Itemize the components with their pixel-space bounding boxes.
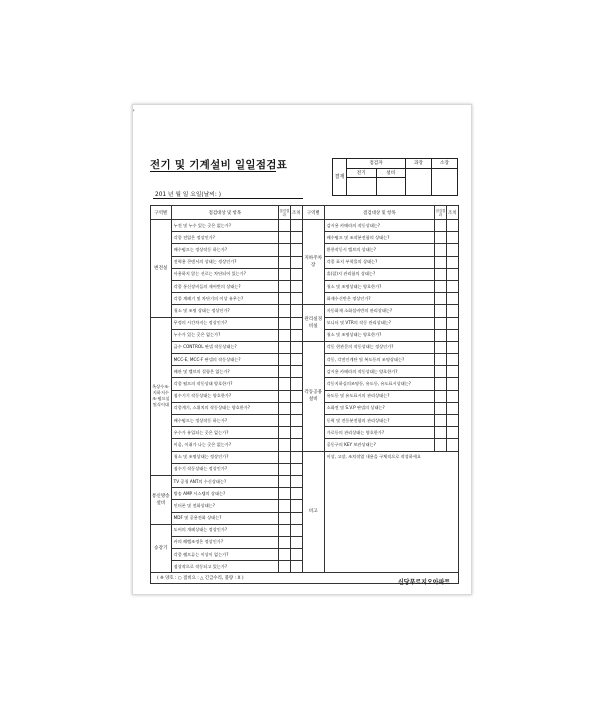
check-item: 각동, 각전인계단 및 복도등의 조명상태는?	[324, 354, 435, 366]
result-cell[interactable]	[279, 451, 290, 463]
action-cell[interactable]	[446, 305, 458, 317]
result-cell[interactable]	[435, 378, 446, 390]
check-item: 배수펌프는 정상작동 하는가?	[171, 244, 278, 256]
action-cell[interactable]	[290, 293, 302, 305]
check-item: MCC-E, MCC-F 판넬의 작동상태는?	[171, 354, 278, 366]
action-cell[interactable]	[290, 561, 302, 573]
action-cell[interactable]	[446, 268, 458, 280]
result-cell[interactable]	[435, 280, 446, 292]
category-elevator: 승강기	[151, 524, 172, 573]
result-cell[interactable]	[435, 317, 446, 329]
result-cell[interactable]	[279, 500, 290, 512]
action-cell[interactable]	[290, 427, 302, 439]
result-cell[interactable]	[435, 293, 446, 305]
category-mgmt: 관리실경비실	[302, 305, 324, 342]
action-cell[interactable]	[446, 402, 458, 414]
action-cell[interactable]	[290, 220, 302, 232]
check-item: 점수기 작동상태는 정상인가?	[171, 463, 278, 475]
check-item: 모니터 및 VTR의 작동 관리상태는?	[324, 317, 435, 329]
action-cell[interactable]	[290, 366, 302, 378]
action-cell[interactable]	[290, 378, 302, 390]
check-item: 소화전 및 S.V.P 판넬의 상태는?	[324, 402, 435, 414]
action-cell[interactable]	[446, 256, 458, 268]
result-cell[interactable]	[279, 427, 290, 439]
action-cell[interactable]	[290, 354, 302, 366]
check-item: 유도등 및 유도표시의 관리상태는?	[324, 390, 435, 402]
check-item: 도어의 개폐상태는 정상인가?	[171, 524, 278, 536]
check-item: 급수 CONTROL 판넬 작동상태는?	[171, 341, 278, 353]
approval-sign-cell[interactable]	[376, 178, 406, 196]
action-cell[interactable]	[446, 354, 458, 366]
result-cell[interactable]	[279, 475, 290, 487]
check-item: 각종 펌프의 작동상태 양호한가?	[171, 378, 278, 390]
check-item: 방송 AMP 시스템의 상태는?	[171, 488, 278, 500]
action-cell[interactable]	[446, 439, 458, 451]
check-item: 인터폰 및 전화상태는?	[171, 500, 278, 512]
corner-mark: '	[133, 109, 135, 116]
result-cell[interactable]	[279, 244, 290, 256]
result-cell[interactable]	[279, 402, 290, 414]
result-cell[interactable]	[435, 220, 446, 232]
check-item: 우수가 유입되는 곳은 없는가?	[171, 427, 278, 439]
approval-section-head: 과장	[406, 159, 432, 169]
action-cell[interactable]	[446, 280, 458, 292]
remark-field[interactable]: 이상, 고장, 조치작업 내용을 구체적으로 작성하세요	[324, 451, 458, 573]
checklist-table	[150, 205, 459, 584]
action-cell[interactable]	[446, 341, 458, 353]
action-cell[interactable]	[290, 232, 302, 244]
result-cell[interactable]	[279, 463, 290, 475]
check-item: 배수펌프는 정상작동 하는가?	[171, 415, 278, 427]
action-header: 조치	[446, 206, 458, 220]
category-common: 각동공용설비	[302, 341, 324, 451]
approval-sign-cell[interactable]	[347, 178, 377, 196]
action-cell[interactable]	[290, 415, 302, 427]
check-item: TV 공청 ANT의 수신상태는?	[171, 475, 278, 487]
result-cell[interactable]	[435, 427, 446, 439]
check-item: 누전 및 누수 있는 곳은 없는가?	[171, 220, 278, 232]
action-cell[interactable]	[446, 232, 458, 244]
date-weather-line: 201 년 월 일 요일(날씨: )	[155, 192, 221, 198]
category-header: 구역별	[151, 206, 172, 220]
result-cell[interactable]	[435, 256, 446, 268]
approval-sign-cell[interactable]	[432, 168, 458, 196]
result-cell[interactable]	[279, 232, 290, 244]
category-substation: 변전실	[151, 220, 172, 318]
table-row	[151, 220, 459, 232]
result-cell[interactable]	[279, 220, 290, 232]
action-cell[interactable]	[290, 439, 302, 451]
check-item: 각종계기, 스위치의 작동상태는 양호한가?	[171, 402, 278, 414]
check-item: 점상작으로 작동되고 있는가?	[171, 561, 278, 573]
result-cell[interactable]	[279, 549, 290, 561]
action-cell[interactable]	[290, 280, 302, 292]
action-cell[interactable]	[446, 415, 458, 427]
table-row	[151, 305, 459, 317]
result-cell[interactable]	[279, 256, 290, 268]
action-cell[interactable]	[446, 427, 458, 439]
action-cell[interactable]	[446, 317, 458, 329]
check-item: 화재수신반은 정상인가?	[324, 293, 435, 305]
form-title: 전기 및 기계설비 일일점검표	[150, 159, 288, 171]
company-name: 신당푸르지오아파트	[398, 579, 451, 586]
result-cell[interactable]	[279, 378, 290, 390]
title-underline	[150, 171, 276, 172]
result-cell[interactable]	[435, 366, 446, 378]
action-cell[interactable]	[290, 475, 302, 487]
action-cell[interactable]	[290, 463, 302, 475]
check-item: 각종 통신장비들의 제어반의 상태는?	[171, 280, 278, 292]
check-item: 청소 및 조명상태는 양호한가?	[324, 280, 435, 292]
check-item: 각동 현관문의 작동상태는 정상인가?	[324, 341, 435, 353]
result-cell[interactable]	[279, 512, 290, 524]
check-item: 각종 계폐기 및 차단기의 이상 유무는?	[171, 293, 278, 305]
date-underline	[153, 198, 303, 199]
result-cell[interactable]	[279, 390, 290, 402]
action-cell[interactable]	[446, 378, 458, 390]
check-item: 청소 및 조명상태는 양호한가?	[324, 329, 435, 341]
result-cell[interactable]	[279, 524, 290, 536]
action-cell[interactable]	[290, 536, 302, 548]
approval-inspector: 점검자	[347, 159, 406, 169]
result-cell[interactable]	[279, 488, 290, 500]
approval-facility: 설비	[376, 168, 406, 178]
result-cell[interactable]	[435, 244, 446, 256]
check-item: 각종 전압은 정상인가?	[171, 232, 278, 244]
check-item: 각동지하실의조명등, 유도등, 유도표시상태는?	[324, 378, 435, 390]
result-cell[interactable]	[435, 390, 446, 402]
check-item: 점수기기 작동상태는 양호한가?	[171, 390, 278, 402]
result-header: 점검결과	[435, 206, 446, 220]
result-cell[interactable]	[279, 329, 290, 341]
action-cell[interactable]	[290, 341, 302, 353]
category-header: 구역별	[302, 206, 324, 220]
action-cell[interactable]	[290, 402, 302, 414]
result-cell[interactable]	[279, 268, 290, 280]
check-item: 각종 표지 부착물의 상태는?	[324, 256, 435, 268]
action-cell[interactable]	[290, 524, 302, 536]
category-comm: 통신방송설비	[151, 475, 172, 524]
action-cell[interactable]	[446, 390, 458, 402]
action-cell[interactable]	[446, 244, 458, 256]
check-item: 이음, 이취가 나는 곳은 없는가?	[171, 439, 278, 451]
approval-chief: 소장	[432, 159, 458, 169]
action-cell[interactable]	[446, 220, 458, 232]
table-row	[151, 341, 459, 353]
action-cell[interactable]	[290, 256, 302, 268]
action-cell[interactable]	[446, 366, 458, 378]
check-item: MDF 및 공용전화 상태는?	[171, 512, 278, 524]
approval-sign-cell[interactable]	[406, 168, 432, 196]
result-cell[interactable]	[279, 354, 290, 366]
action-cell[interactable]	[446, 293, 458, 305]
check-item: 환풍작동시 밸브의 상태는?	[324, 244, 435, 256]
check-item: 공동구의 KEY 보관상태는?	[324, 439, 435, 451]
result-cell[interactable]	[435, 305, 446, 317]
check-item: 사용하지 않는 선로는 차단되어 있는가?	[171, 268, 278, 280]
result-cell[interactable]	[279, 293, 290, 305]
result-cell[interactable]	[279, 439, 290, 451]
action-cell[interactable]	[290, 512, 302, 524]
check-item: 가로등의 관리상태는 양호한가?	[324, 427, 435, 439]
category-remark: 비고	[302, 451, 324, 573]
action-cell[interactable]	[290, 305, 302, 317]
check-item: 자동화재 소화설비반의 관리상태는?	[324, 305, 435, 317]
check-item: 누수가 있는 곳은 없는가?	[171, 329, 278, 341]
action-cell[interactable]	[290, 390, 302, 402]
result-header: 점검결과	[279, 206, 290, 220]
result-cell[interactable]	[279, 341, 290, 353]
check-item: 전력용 콘덴서의 상태는 정상인가?	[171, 256, 278, 268]
result-cell[interactable]	[279, 561, 290, 573]
check-item: 무정의 시간차지는 정상인가?	[171, 317, 278, 329]
approval-box	[332, 158, 458, 196]
action-cell[interactable]	[290, 268, 302, 280]
category-pump_room: 옥상수조·지하저수조·펌프실및식이대	[151, 317, 172, 475]
check-item: 감시용 카메라의 작동상태는 양호한가?	[324, 366, 435, 378]
result-cell[interactable]	[279, 415, 290, 427]
check-item: 청소 및 조명 상태는 정상인가?	[171, 305, 278, 317]
result-cell[interactable]	[279, 280, 290, 292]
action-cell[interactable]	[446, 329, 458, 341]
check-item: 각종 램프류는 이상이 없는가?	[171, 549, 278, 561]
action-cell[interactable]	[290, 329, 302, 341]
action-cell[interactable]	[290, 317, 302, 329]
check-item: 배수펌프 및 조작분전함의 상태는?	[324, 232, 435, 244]
action-cell[interactable]	[290, 244, 302, 256]
result-cell[interactable]	[435, 268, 446, 280]
check-item: 배관 및 밸브의 결함은 없는가?	[171, 366, 278, 378]
check-item: 동력 및 전등분전함의 관리상태는?	[324, 415, 435, 427]
result-cell[interactable]	[435, 341, 446, 353]
approval-side-label: 결재	[333, 159, 347, 196]
action-cell[interactable]	[290, 451, 302, 463]
result-cell[interactable]	[279, 536, 290, 548]
action-cell[interactable]	[290, 488, 302, 500]
category-parking: 지하주차장	[302, 220, 324, 305]
result-cell[interactable]	[279, 366, 290, 378]
check-item: 카의 레벨조정은 정상인가?	[171, 536, 278, 548]
result-cell[interactable]	[435, 402, 446, 414]
result-cell[interactable]	[279, 317, 290, 329]
legend: ( ※ 양호 : ○ 점비요 : △ 긴급수리, 불량 : X )	[151, 573, 459, 584]
approval-electric: 전기	[347, 168, 377, 178]
check-item: 감시용 카메라의 작동상태는?	[324, 220, 435, 232]
action-cell[interactable]	[290, 500, 302, 512]
check-item: 휴(잡)지 관리함의 상태는?	[324, 268, 435, 280]
action-header: 조치	[290, 206, 302, 220]
result-cell[interactable]	[435, 232, 446, 244]
result-cell[interactable]	[279, 305, 290, 317]
check-item: 청소 및 조명상태는 정상인가?	[171, 451, 278, 463]
result-cell[interactable]	[435, 329, 446, 341]
result-cell[interactable]	[435, 354, 446, 366]
action-cell[interactable]	[290, 549, 302, 561]
item-header: 점검대상 및 항목	[171, 206, 278, 220]
table-row	[151, 451, 459, 463]
result-cell[interactable]	[435, 439, 446, 451]
inspection-sheet	[132, 104, 472, 595]
item-header: 점검대상 및 항목	[324, 206, 435, 220]
result-cell[interactable]	[435, 415, 446, 427]
